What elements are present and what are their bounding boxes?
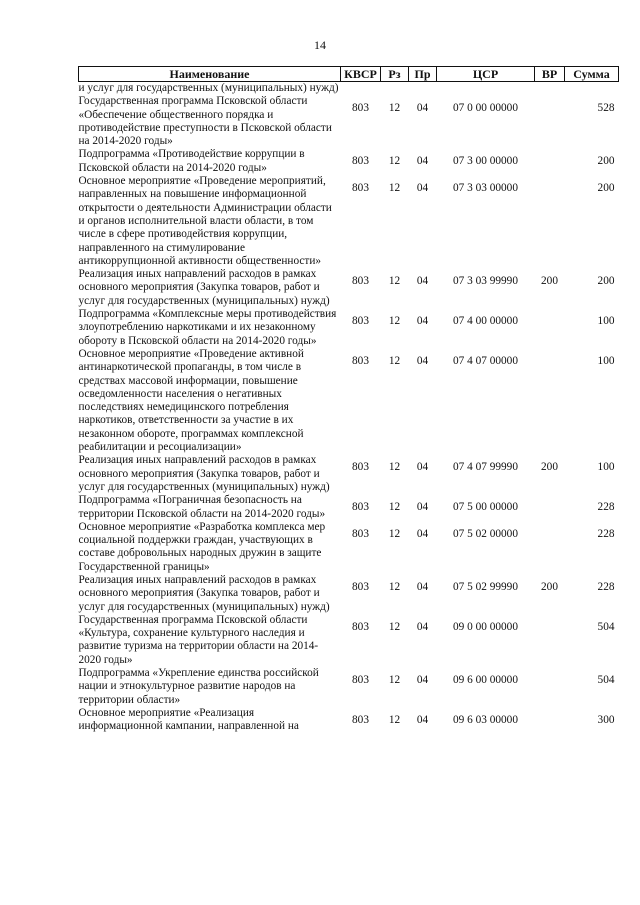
row-sum: 504 (597, 674, 615, 687)
row-kvsr: 803 (352, 275, 369, 288)
row-vr (535, 348, 565, 454)
row-kvsr: 803 (352, 527, 369, 540)
row-name: Подпрограмма «Противодействие коррупции в Псковской области на 2014-2020 годы» (78, 148, 305, 174)
row-rz: 12 (388, 580, 401, 593)
row-pr: 04 (416, 461, 429, 474)
row-csr: 07 4 07 00000 (453, 354, 518, 367)
header-vr: ВР (535, 67, 565, 82)
row-name: Основное мероприятие «Проведение мероприятий, направленных на повышение информационной открытости о деятельности Администрации области и органов исполнительной власти области, в том числе в сфере противодействия коррупции, направленного на стимулирование антикоррупционной активности общественности» (78, 175, 332, 267)
row-pr: 04 (416, 501, 429, 514)
row-sum: 100 (597, 461, 615, 474)
table-row (79, 268, 619, 308)
row-name: Государственная программа Псковской области «Обеспечение общественного порядка и противодействие преступности в Псковской области на 2014-2020 годы» (78, 95, 332, 148)
row-vr (535, 707, 565, 734)
page-number: 14 (314, 38, 326, 52)
row-csr: 09 0 00 00000 (453, 620, 518, 633)
row-rz: 12 (388, 620, 401, 633)
row-rz (381, 82, 409, 96)
row-name: Подпрограмма «Укрепление единства российской нации и этнокультурное развитие народов на территории области» (78, 667, 319, 706)
row-vr (535, 614, 565, 667)
row-sum: 200 (597, 275, 615, 288)
row-name: Подпрограмма «Пограничная безопасность на территории Псковской области на 2014-2020 годы» (78, 494, 326, 520)
row-sum: 300 (597, 713, 615, 726)
row-pr: 04 (416, 275, 429, 288)
row-kvsr: 803 (352, 102, 369, 115)
row-name: и услуг для государственных (муниципальных) нужд) (78, 82, 339, 94)
row-csr (437, 82, 535, 96)
row-sum: 528 (597, 102, 615, 115)
row-vr: 200 (541, 275, 558, 288)
row-sum: 200 (597, 182, 615, 195)
row-rz: 12 (388, 315, 401, 328)
table-row (79, 667, 619, 707)
row-pr: 04 (416, 315, 429, 328)
row-rz: 12 (388, 275, 401, 288)
row-pr (409, 82, 437, 96)
row-kvsr: 803 (352, 580, 369, 593)
row-csr: 07 3 03 00000 (453, 182, 518, 195)
row-rz: 12 (388, 527, 401, 540)
row-pr: 04 (416, 102, 429, 115)
row-vr (535, 95, 565, 148)
budget-table (78, 66, 619, 734)
row-csr: 07 5 00 00000 (453, 501, 518, 514)
row-kvsr: 803 (352, 620, 369, 633)
row-vr: 200 (541, 580, 558, 593)
header-sum: Сумма (565, 67, 619, 82)
table-row (79, 95, 619, 148)
row-sum: 228 (597, 580, 615, 593)
row-csr: 07 3 00 00000 (453, 155, 518, 168)
header-csr: ЦСР (437, 67, 535, 82)
row-rz: 12 (388, 461, 401, 474)
row-csr: 07 4 00 00000 (453, 315, 518, 328)
header-pr: Пр (409, 67, 437, 82)
table-row (79, 494, 619, 521)
row-csr: 07 5 02 99990 (453, 580, 518, 593)
row-csr: 09 6 00 00000 (453, 674, 518, 687)
row-vr (535, 494, 565, 521)
header-name: Наименование (79, 67, 341, 82)
row-vr (535, 667, 565, 707)
row-pr: 04 (416, 713, 429, 726)
row-pr: 04 (416, 182, 429, 195)
row-rz: 12 (388, 674, 401, 687)
row-csr: 07 5 02 00000 (453, 527, 518, 540)
row-sum (565, 82, 619, 96)
table-row (79, 521, 619, 574)
row-sum: 228 (597, 527, 615, 540)
row-rz: 12 (388, 182, 401, 195)
row-sum: 100 (597, 315, 615, 328)
row-csr: 07 4 07 99990 (453, 461, 518, 474)
table-row (79, 175, 619, 268)
row-name: Реализация иных направлений расходов в рамках основного мероприятия (Закупка товаров, работ и услуг для государственных (муниципальных) нужд) (78, 268, 330, 307)
table-row (79, 308, 619, 348)
row-rz: 12 (388, 501, 401, 514)
row-kvsr: 803 (352, 182, 369, 195)
row-kvsr: 803 (352, 461, 369, 474)
row-rz: 12 (388, 713, 401, 726)
row-vr (535, 82, 565, 96)
row-kvsr: 803 (352, 155, 369, 168)
row-name: Основное мероприятие «Проведение активной антинаркотической пропаганды, в том числе в средствах массовой информации, повышение осведомленности населения о негативных последствиях немедицинского потребления наркотиков, ответственности за участие в их незаконном обороте, программах комплексной реабилитации и ресоциализации» (78, 347, 304, 454)
row-name: Государственная программа Псковской области «Культура, сохранение культурного наследия и развитие туризма на территории области на 2014-2020 годы» (78, 613, 319, 666)
row-vr (535, 148, 565, 175)
row-rz: 12 (388, 155, 401, 168)
row-pr: 04 (416, 580, 429, 593)
row-sum: 504 (597, 620, 615, 633)
table-row (79, 82, 619, 96)
row-sum: 228 (597, 501, 615, 514)
row-vr (535, 308, 565, 348)
row-kvsr: 803 (352, 354, 369, 367)
row-kvsr: 803 (352, 674, 369, 687)
row-name: Подпрограмма «Комплексные меры противодействия злоупотреблению наркотиками и их незаконному обороту в Псковской области на 2014-2020 годы» (78, 308, 337, 347)
row-rz: 12 (388, 102, 401, 115)
row-kvsr: 803 (352, 501, 369, 514)
table-row (79, 348, 619, 454)
row-pr: 04 (416, 674, 429, 687)
row-name: Реализация иных направлений расходов в рамках основного мероприятия (Закупка товаров, работ и услуг для государственных (муниципальных) нужд) (78, 573, 330, 613)
header-kvsr: КВСР (341, 67, 381, 82)
row-vr (535, 521, 565, 574)
table-row (79, 707, 619, 734)
row-sum: 200 (597, 155, 615, 168)
row-csr: 07 0 00 00000 (453, 102, 518, 115)
row-vr: 200 (541, 461, 558, 474)
row-name: Реализация иных направлений расходов в рамках основного мероприятия (Закупка товаров, работ и услуг для государственных (муниципальных) нужд) (78, 454, 330, 493)
row-pr: 04 (416, 354, 429, 367)
row-pr: 04 (416, 527, 429, 540)
row-kvsr: 803 (352, 315, 369, 328)
row-sum: 100 (597, 354, 615, 367)
table-row (79, 574, 619, 614)
row-vr (535, 175, 565, 268)
row-rz: 12 (388, 354, 401, 367)
row-kvsr: 803 (352, 713, 369, 726)
row-csr: 09 6 03 00000 (453, 713, 518, 726)
table-row (79, 614, 619, 667)
row-kvsr (341, 82, 381, 96)
table-row (79, 148, 619, 175)
table-row (79, 454, 619, 494)
row-pr: 04 (416, 620, 429, 633)
row-name: Основное мероприятие «Разработка комплекса мер социальной поддержки граждан, участвующих в составе добровольных народных дружин в защите Государственной границы» (78, 520, 326, 573)
row-csr: 07 3 03 99990 (453, 275, 518, 288)
row-pr: 04 (416, 155, 429, 168)
header-rz: Рз (381, 67, 409, 82)
table-header-row (79, 67, 619, 82)
row-name: Основное мероприятие «Реализация информационной кампании, направленной на (78, 706, 299, 733)
